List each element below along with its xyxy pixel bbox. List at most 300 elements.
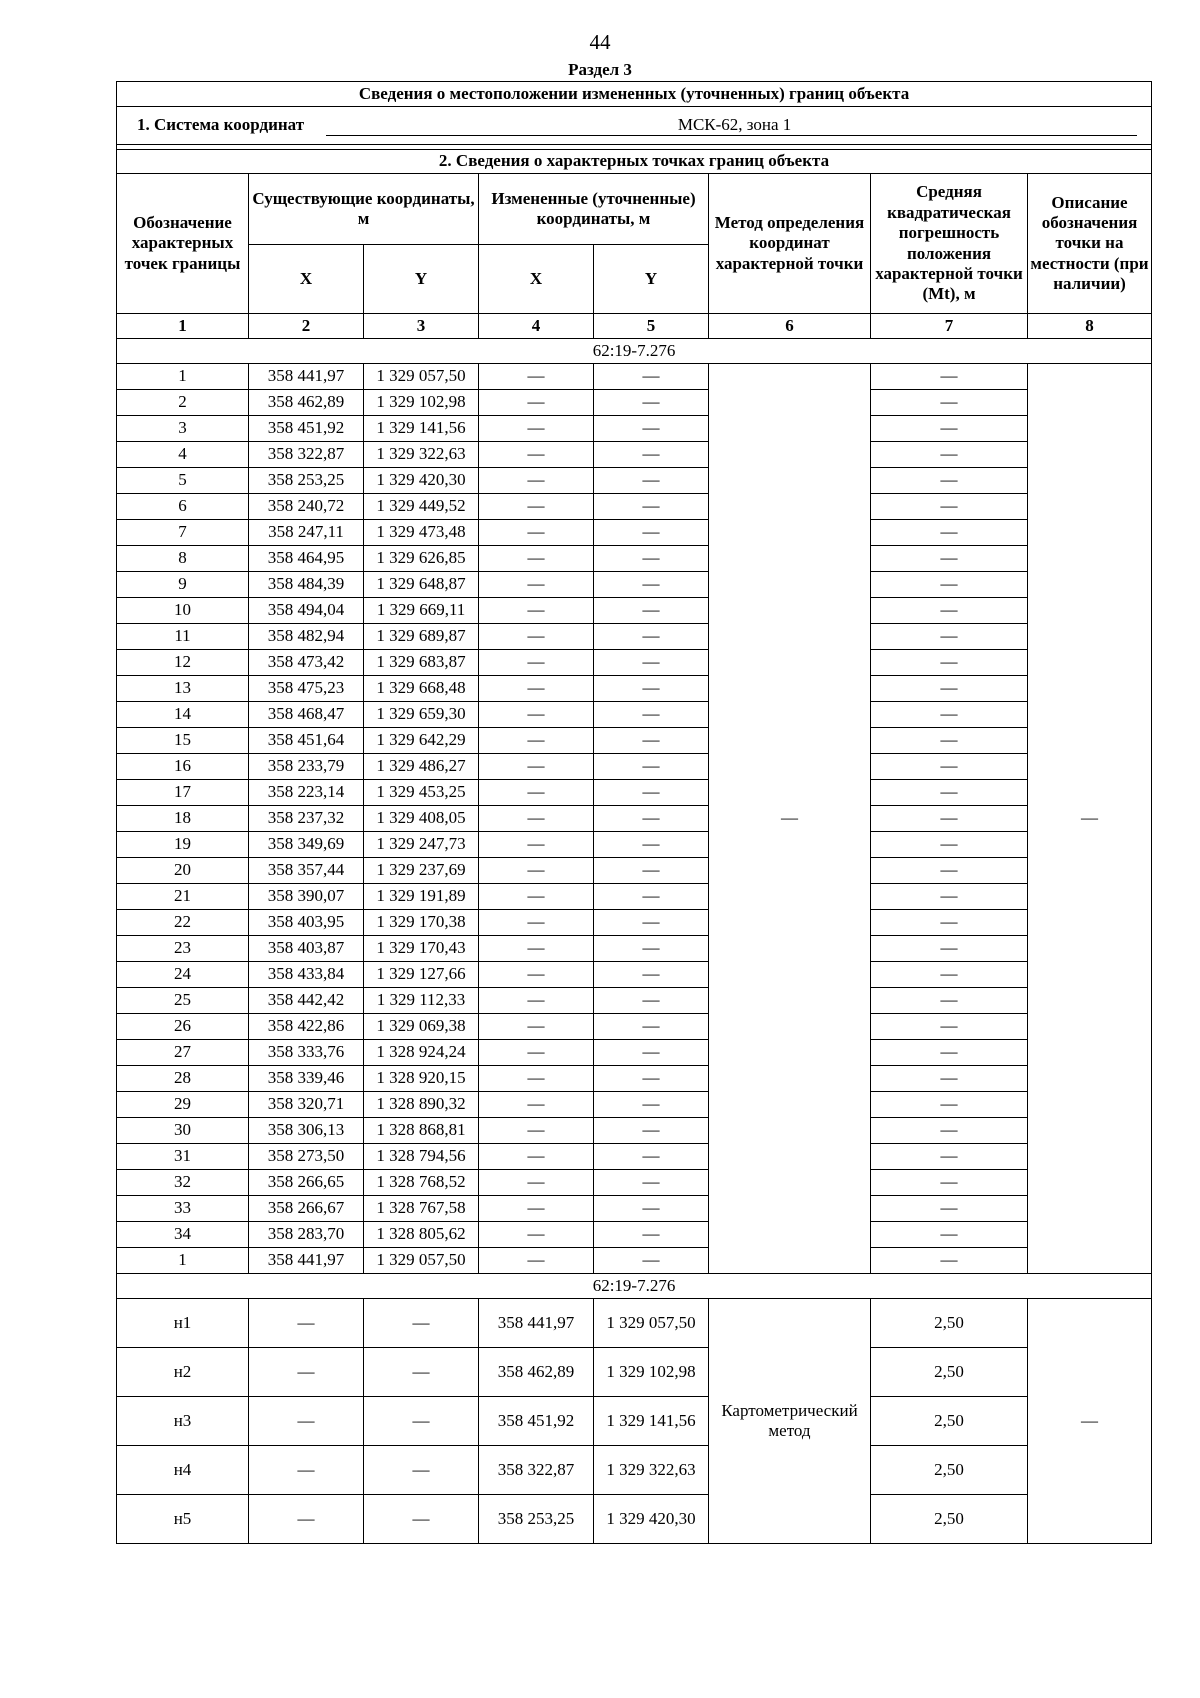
column-number: 6: [709, 314, 871, 339]
existing-x: 358 320,71: [249, 1092, 364, 1118]
changed-x: —: [479, 858, 594, 884]
existing-x: 358 237,32: [249, 806, 364, 832]
existing-y: 1 329 191,89: [364, 884, 479, 910]
existing-x: —: [249, 1348, 364, 1397]
changed-y: —: [594, 1118, 709, 1144]
existing-x: 358 451,64: [249, 728, 364, 754]
point-label: 28: [117, 1066, 249, 1092]
column-number: 7: [871, 314, 1028, 339]
existing-x: 358 403,95: [249, 910, 364, 936]
existing-x: 358 475,23: [249, 676, 364, 702]
mean-error: —: [871, 442, 1028, 468]
changed-y: —: [594, 1248, 709, 1274]
table-row: [117, 624, 1152, 650]
changed-y: —: [594, 1144, 709, 1170]
table-row: [117, 780, 1152, 806]
changed-x: —: [479, 598, 594, 624]
existing-y: 1 329 322,63: [364, 442, 479, 468]
mean-error: —: [871, 1144, 1028, 1170]
existing-x: 358 422,86: [249, 1014, 364, 1040]
table-row: [117, 1446, 1152, 1495]
table-row: [117, 1014, 1152, 1040]
column-number: 5: [594, 314, 709, 339]
changed-y: —: [594, 442, 709, 468]
changed-x: —: [479, 1170, 594, 1196]
mean-error: —: [871, 1066, 1028, 1092]
existing-y: —: [364, 1495, 479, 1544]
existing-x: 358 357,44: [249, 858, 364, 884]
changed-y: 1 329 420,30: [594, 1495, 709, 1544]
changed-x: —: [479, 468, 594, 494]
point-label: 17: [117, 780, 249, 806]
existing-x: 358 390,07: [249, 884, 364, 910]
existing-x: 358 339,46: [249, 1066, 364, 1092]
existing-x: 358 442,42: [249, 988, 364, 1014]
table-row: [117, 442, 1152, 468]
mean-error: —: [871, 416, 1028, 442]
changed-y: —: [594, 676, 709, 702]
existing-x: 358 349,69: [249, 832, 364, 858]
changed-x: —: [479, 884, 594, 910]
changed-y: —: [594, 832, 709, 858]
changed-x: —: [479, 806, 594, 832]
existing-y: 1 328 920,15: [364, 1066, 479, 1092]
changed-x: —: [479, 988, 594, 1014]
mean-error: —: [871, 494, 1028, 520]
existing-x: 358 273,50: [249, 1144, 364, 1170]
existing-y: 1 329 689,87: [364, 624, 479, 650]
existing-x: 358 283,70: [249, 1222, 364, 1248]
parcel-id: 62:19-7.276: [117, 339, 1152, 364]
existing-x: 358 482,94: [249, 624, 364, 650]
mean-error: —: [871, 676, 1028, 702]
table-row: [117, 1066, 1152, 1092]
existing-y: 1 329 669,11: [364, 598, 479, 624]
existing-y: 1 328 794,56: [364, 1144, 479, 1170]
mean-error: 2,50: [871, 1299, 1028, 1348]
table-row: [117, 858, 1152, 884]
existing-y: 1 329 453,25: [364, 780, 479, 806]
existing-x: 358 464,95: [249, 546, 364, 572]
existing-y: 1 329 170,43: [364, 936, 479, 962]
existing-x: 358 441,97: [249, 1248, 364, 1274]
existing-x: 358 223,14: [249, 780, 364, 806]
point-label: 7: [117, 520, 249, 546]
table-row: [117, 650, 1152, 676]
mean-error: —: [871, 988, 1028, 1014]
changed-x: —: [479, 416, 594, 442]
existing-y: 1 329 408,05: [364, 806, 479, 832]
changed-x: —: [479, 494, 594, 520]
changed-y: —: [594, 416, 709, 442]
parcel-group-row: [117, 339, 1152, 364]
existing-y: 1 329 449,52: [364, 494, 479, 520]
column-number: 4: [479, 314, 594, 339]
changed-y: —: [594, 1170, 709, 1196]
existing-y: 1 329 057,50: [364, 1248, 479, 1274]
changed-y: —: [594, 468, 709, 494]
point-label: н3: [117, 1397, 249, 1446]
mean-error: —: [871, 364, 1028, 390]
changed-x: —: [479, 1222, 594, 1248]
mean-error: 2,50: [871, 1446, 1028, 1495]
existing-y: 1 329 127,66: [364, 962, 479, 988]
changed-y: —: [594, 572, 709, 598]
existing-x: —: [249, 1397, 364, 1446]
mean-error: —: [871, 546, 1028, 572]
coord-system-value: МСК-62, зона 1: [326, 115, 1137, 136]
changed-y: —: [594, 858, 709, 884]
existing-x: 358 451,92: [249, 416, 364, 442]
changed-y: —: [594, 624, 709, 650]
changed-x: —: [479, 1040, 594, 1066]
point-label: 6: [117, 494, 249, 520]
point-label: 27: [117, 1040, 249, 1066]
mean-error: —: [871, 1248, 1028, 1274]
table-title: Сведения о местоположении измененных (уточненных) границ объекта: [117, 82, 1152, 107]
existing-x: 358 247,11: [249, 520, 364, 546]
point-label: 10: [117, 598, 249, 624]
existing-y: 1 329 170,38: [364, 910, 479, 936]
changed-y: —: [594, 390, 709, 416]
mean-error: —: [871, 468, 1028, 494]
header-changed-y: Y: [594, 245, 709, 314]
section-title: Раздел 3: [568, 60, 632, 79]
existing-x: 358 233,79: [249, 754, 364, 780]
coord-system-label: 1. Система координат: [136, 114, 305, 134]
existing-y: 1 329 473,48: [364, 520, 479, 546]
changed-x: —: [479, 676, 594, 702]
mean-error: —: [871, 962, 1028, 988]
changed-x: —: [479, 442, 594, 468]
parcel-id: 62:19-7.276: [117, 1274, 1152, 1299]
changed-y: —: [594, 910, 709, 936]
existing-y: 1 328 767,58: [364, 1196, 479, 1222]
changed-x: —: [479, 1118, 594, 1144]
point-label: 1: [117, 364, 249, 390]
header-error: Средняя квадратическая погрешность положения характерной точки (Mt), м: [871, 174, 1028, 314]
changed-x: —: [479, 780, 594, 806]
existing-x: 358 266,65: [249, 1170, 364, 1196]
mean-error: —: [871, 754, 1028, 780]
existing-y: 1 328 805,62: [364, 1222, 479, 1248]
existing-y: —: [364, 1397, 479, 1446]
point-label: 8: [117, 546, 249, 572]
mean-error: —: [871, 780, 1028, 806]
table-row: [117, 598, 1152, 624]
point-label: 31: [117, 1144, 249, 1170]
mean-error: 2,50: [871, 1348, 1028, 1397]
point-label: 30: [117, 1118, 249, 1144]
changed-x: —: [479, 624, 594, 650]
mean-error: —: [871, 650, 1028, 676]
changed-y: —: [594, 780, 709, 806]
existing-x: 358 473,42: [249, 650, 364, 676]
changed-y: —: [594, 520, 709, 546]
changed-y: —: [594, 650, 709, 676]
header-changed: Измененные (уточненные) координаты, м: [479, 174, 709, 245]
existing-y: 1 329 247,73: [364, 832, 479, 858]
table-row: [117, 910, 1152, 936]
changed-x: 358 462,89: [479, 1348, 594, 1397]
mean-error: —: [871, 728, 1028, 754]
point-label: 4: [117, 442, 249, 468]
changed-y: —: [594, 598, 709, 624]
table-row: [117, 390, 1152, 416]
changed-y: —: [594, 494, 709, 520]
mean-error: —: [871, 1222, 1028, 1248]
coord-system-row: [117, 107, 1152, 145]
point-label: 16: [117, 754, 249, 780]
existing-y: 1 329 237,69: [364, 858, 479, 884]
header-method: Метод определения координат характерной точки: [709, 174, 871, 314]
table-row: [117, 754, 1152, 780]
page-number: 44: [589, 30, 611, 54]
point-label: н1: [117, 1299, 249, 1348]
boundary-points-table: [116, 81, 1152, 1544]
point-label: н2: [117, 1348, 249, 1397]
mean-error: 2,50: [871, 1397, 1028, 1446]
method-cell: Картометрический метод: [709, 1299, 871, 1544]
point-label: 26: [117, 1014, 249, 1040]
mean-error: —: [871, 910, 1028, 936]
existing-y: 1 329 668,48: [364, 676, 479, 702]
changed-x: —: [479, 390, 594, 416]
table-row: [117, 520, 1152, 546]
mean-error: 2,50: [871, 1495, 1028, 1544]
point-label: 29: [117, 1092, 249, 1118]
existing-y: 1 329 659,30: [364, 702, 479, 728]
changed-x: —: [479, 1066, 594, 1092]
header-existing-x: X: [249, 245, 364, 314]
table-row: [117, 1299, 1152, 1348]
point-label: 33: [117, 1196, 249, 1222]
existing-x: 358 266,67: [249, 1196, 364, 1222]
table-row: [117, 572, 1152, 598]
existing-y: 1 329 057,50: [364, 364, 479, 390]
changed-y: —: [594, 1222, 709, 1248]
changed-x: —: [479, 702, 594, 728]
table-row: [117, 1144, 1152, 1170]
table-row: [117, 1196, 1152, 1222]
existing-x: 358 468,47: [249, 702, 364, 728]
table-row: [117, 546, 1152, 572]
mean-error: —: [871, 884, 1028, 910]
mean-error: —: [871, 598, 1028, 624]
mean-error: —: [871, 390, 1028, 416]
header-changed-x: X: [479, 245, 594, 314]
changed-x: —: [479, 936, 594, 962]
changed-y: —: [594, 1014, 709, 1040]
existing-y: 1 329 141,56: [364, 416, 479, 442]
mean-error: —: [871, 1118, 1028, 1144]
parcel-group-row: [117, 1274, 1152, 1299]
table-row: [117, 1092, 1152, 1118]
changed-y: 1 329 057,50: [594, 1299, 709, 1348]
point-label: 24: [117, 962, 249, 988]
description-cell: —: [1028, 1299, 1152, 1544]
existing-x: 358 322,87: [249, 442, 364, 468]
point-label: 2: [117, 390, 249, 416]
point-label: 1: [117, 1248, 249, 1274]
table-row: [117, 416, 1152, 442]
table-row: [117, 728, 1152, 754]
table-row: [117, 806, 1152, 832]
existing-x: 358 306,13: [249, 1118, 364, 1144]
existing-x: —: [249, 1299, 364, 1348]
changed-x: —: [479, 520, 594, 546]
point-label: 15: [117, 728, 249, 754]
header-existing-y: Y: [364, 245, 479, 314]
point-label: 23: [117, 936, 249, 962]
table-row: [117, 494, 1152, 520]
table-row: [117, 962, 1152, 988]
changed-y: —: [594, 754, 709, 780]
point-label: н5: [117, 1495, 249, 1544]
mean-error: —: [871, 1014, 1028, 1040]
existing-y: 1 329 420,30: [364, 468, 479, 494]
header-point: Обозначение характерных точек границы: [117, 174, 249, 314]
subsection-title: 2. Сведения о характерных точках границ объекта: [117, 150, 1152, 174]
mean-error: —: [871, 520, 1028, 546]
point-label: 34: [117, 1222, 249, 1248]
mean-error: —: [871, 936, 1028, 962]
table-row: [117, 1495, 1152, 1544]
changed-y: 1 329 141,56: [594, 1397, 709, 1446]
changed-x: 358 451,92: [479, 1397, 594, 1446]
existing-x: —: [249, 1446, 364, 1495]
changed-y: —: [594, 1066, 709, 1092]
changed-x: —: [479, 546, 594, 572]
table-row: [117, 1040, 1152, 1066]
changed-y: 1 329 102,98: [594, 1348, 709, 1397]
existing-x: 358 462,89: [249, 390, 364, 416]
mean-error: —: [871, 858, 1028, 884]
changed-y: —: [594, 702, 709, 728]
point-label: 5: [117, 468, 249, 494]
mean-error: —: [871, 702, 1028, 728]
existing-x: 358 441,97: [249, 364, 364, 390]
point-label: 13: [117, 676, 249, 702]
point-label: н4: [117, 1446, 249, 1495]
point-label: 25: [117, 988, 249, 1014]
changed-x: —: [479, 832, 594, 858]
existing-x: —: [249, 1495, 364, 1544]
point-label: 19: [117, 832, 249, 858]
table-row: [117, 702, 1152, 728]
existing-x: 358 240,72: [249, 494, 364, 520]
point-label: 21: [117, 884, 249, 910]
table-row: [117, 1118, 1152, 1144]
existing-x: 358 433,84: [249, 962, 364, 988]
column-number: 3: [364, 314, 479, 339]
changed-x: 358 253,25: [479, 1495, 594, 1544]
table-row: [117, 1397, 1152, 1446]
description-cell: —: [1028, 364, 1152, 1274]
changed-y: —: [594, 1092, 709, 1118]
header-existing: Существующие координаты, м: [249, 174, 479, 245]
existing-y: 1 329 683,87: [364, 650, 479, 676]
table-row: [117, 1248, 1152, 1274]
header-description: Описание обозначения точки на местности (при наличии): [1028, 174, 1152, 314]
existing-x: 358 403,87: [249, 936, 364, 962]
mean-error: —: [871, 1170, 1028, 1196]
changed-y: —: [594, 962, 709, 988]
mean-error: —: [871, 624, 1028, 650]
table-row: [117, 676, 1152, 702]
mean-error: —: [871, 806, 1028, 832]
changed-y: —: [594, 988, 709, 1014]
point-label: 18: [117, 806, 249, 832]
existing-y: 1 329 642,29: [364, 728, 479, 754]
mean-error: —: [871, 832, 1028, 858]
existing-y: 1 329 648,87: [364, 572, 479, 598]
changed-x: —: [479, 910, 594, 936]
existing-x: 358 494,04: [249, 598, 364, 624]
existing-x: 358 484,39: [249, 572, 364, 598]
table-row: [117, 988, 1152, 1014]
changed-y: —: [594, 1196, 709, 1222]
changed-y: —: [594, 884, 709, 910]
mean-error: —: [871, 1040, 1028, 1066]
changed-x: 358 322,87: [479, 1446, 594, 1495]
point-label: 12: [117, 650, 249, 676]
table-row: [117, 364, 1152, 390]
changed-y: —: [594, 546, 709, 572]
column-number: 8: [1028, 314, 1152, 339]
existing-y: 1 328 890,32: [364, 1092, 479, 1118]
changed-y: —: [594, 364, 709, 390]
changed-x: —: [479, 364, 594, 390]
column-number: 2: [249, 314, 364, 339]
table-row: [117, 1170, 1152, 1196]
changed-x: —: [479, 1196, 594, 1222]
existing-y: 1 329 486,27: [364, 754, 479, 780]
changed-x: —: [479, 650, 594, 676]
point-label: 32: [117, 1170, 249, 1196]
table-row: [117, 1348, 1152, 1397]
changed-x: —: [479, 754, 594, 780]
existing-y: 1 329 626,85: [364, 546, 479, 572]
table-row: [117, 468, 1152, 494]
existing-y: 1 328 768,52: [364, 1170, 479, 1196]
changed-y: —: [594, 728, 709, 754]
changed-y: —: [594, 806, 709, 832]
mean-error: —: [871, 1196, 1028, 1222]
existing-y: 1 329 102,98: [364, 390, 479, 416]
method-cell: —: [709, 364, 871, 1274]
existing-y: 1 329 069,38: [364, 1014, 479, 1040]
changed-y: —: [594, 936, 709, 962]
point-label: 3: [117, 416, 249, 442]
point-label: 11: [117, 624, 249, 650]
existing-x: 358 253,25: [249, 468, 364, 494]
mean-error: —: [871, 1092, 1028, 1118]
existing-y: —: [364, 1348, 479, 1397]
existing-y: —: [364, 1446, 479, 1495]
changed-x: —: [479, 1014, 594, 1040]
table-row: [117, 832, 1152, 858]
mean-error: —: [871, 572, 1028, 598]
table-row: [117, 936, 1152, 962]
changed-y: —: [594, 1040, 709, 1066]
existing-x: 358 333,76: [249, 1040, 364, 1066]
existing-y: 1 328 868,81: [364, 1118, 479, 1144]
changed-y: 1 329 322,63: [594, 1446, 709, 1495]
point-label: 9: [117, 572, 249, 598]
changed-x: —: [479, 962, 594, 988]
changed-x: —: [479, 1092, 594, 1118]
